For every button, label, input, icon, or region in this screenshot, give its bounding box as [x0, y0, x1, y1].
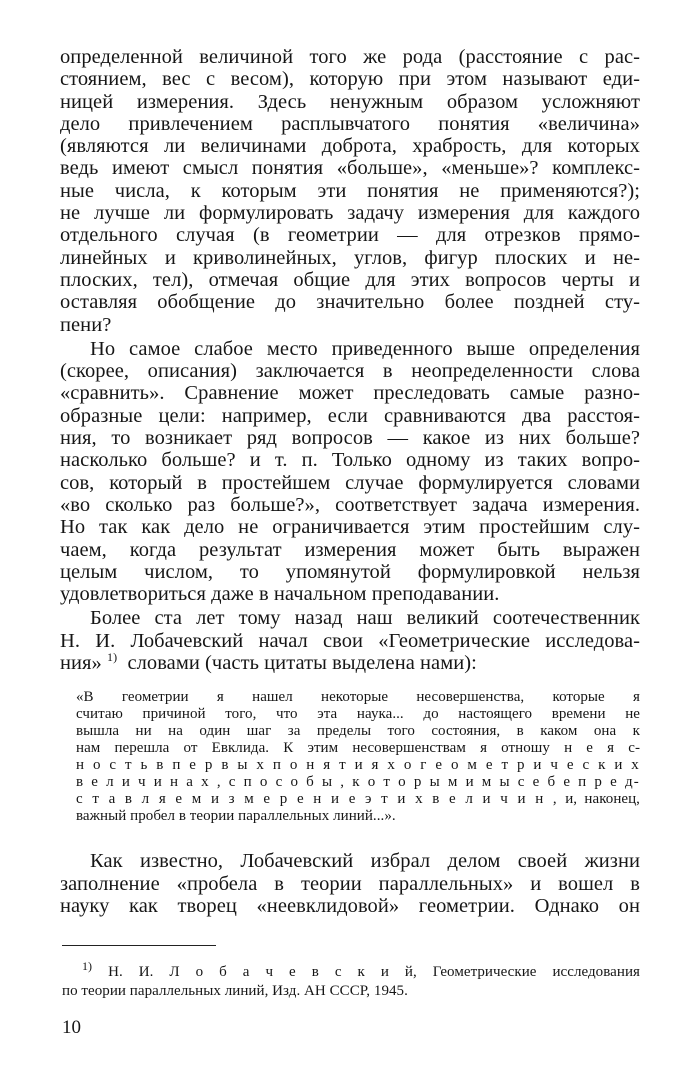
text-line: науку как творец «неевклидовой» геометрии. Однако он: [60, 895, 640, 918]
quote-fragment: и, наконец,: [565, 790, 640, 807]
text-line: ницей измерения. Здесь ненужным образом усложняют: [60, 90, 640, 113]
paragraph-non-euclidean: [60, 850, 640, 917]
block-quote: [76, 689, 640, 824]
footnote-fragment: Н. И.: [108, 964, 154, 980]
footnote: [62, 959, 640, 1001]
text-line: «во сколько раз больше?», соответствует задача измерения.: [60, 493, 640, 516]
text-line: насколько больше? и т. п. Только одному из таких вопро-: [60, 449, 640, 472]
quote-line: [76, 740, 640, 757]
text-fragment: ния»: [60, 652, 102, 675]
text-fragment: словами (часть цитаты выделена нами):: [127, 652, 477, 675]
quote-emphasis: с т а в л я е м и з м е р е н и е э т и х в е л и ч и н ,: [76, 790, 558, 807]
text-line: Более ста лет тому назад наш великий соотечественник: [90, 607, 640, 630]
quote-emphasis: н е я с-: [564, 739, 640, 756]
footnote-marker: 1): [82, 959, 93, 973]
paragraph-lobachevsky-intro: [60, 607, 640, 674]
text-line: ния, то возникает ряд вопросов — какое из них больше?: [60, 427, 640, 450]
text-line: не лучше ли формулировать задачу измерения для каждого: [60, 202, 640, 225]
text-line: Но так как дело не ограничивается этим простейшим слу-: [60, 516, 640, 539]
quote-line: «В геометрии я нашел некоторые несовершенства, которые я: [76, 689, 640, 706]
text-line: чаем, когда результат измерения может быть выражен: [60, 538, 640, 561]
quote-line: [76, 791, 640, 808]
text-line: оставляя обобщение до значительно более поздней сту-: [60, 291, 640, 314]
text-line: образные цели: например, если сравниваются два расстоя-: [60, 404, 640, 427]
text-line: Как известно, Лобачевский избрал делом своей жизни: [90, 850, 640, 873]
quote-line: считаю причиной того, что эта наука... до настоящего времени не: [76, 706, 640, 723]
quote-line: вышла ни на один шаг за пределы того состояния, в каком она к: [76, 723, 640, 740]
text-line: определенной величиной того же рода (расстояние с рас-: [60, 46, 640, 68]
footnote-line: по теории параллельных линий, Изд. АН СССР, 1945.: [62, 983, 408, 999]
text-line: стоянием, вес с весом), которую при этом называют еди-: [60, 68, 640, 91]
footnote-reference: 1): [107, 650, 118, 665]
text-line: линейных и криволинейных, углов, фигур плоских и не-: [60, 246, 640, 269]
text-line: плоских, тел), отмечая общие для этих вопросов черты и: [60, 268, 640, 291]
text-line: Но самое слабое место приведенного выше определения: [90, 337, 640, 360]
quote-fragment: нам перешла от Евклида. К этим несовершенствам я отношу: [76, 739, 550, 756]
main-text: [60, 46, 640, 919]
text-line: (скорее, описания) заключается в неопределенности слова: [60, 360, 640, 383]
text-line: (являются ли величинами доброта, храбрость, для которых: [60, 135, 640, 158]
text-line: ведь имеют смысл понятия «больше», «меньше»? комплекс-: [60, 157, 640, 180]
quote-emphasis: к о т о р ы м и м ы с е б е п р е д-: [352, 773, 640, 790]
text-line: Н. И. Лобачевский начал свои «Геометрические исследова-: [60, 629, 640, 652]
page-number: 10: [62, 1017, 81, 1038]
footnote-divider: [62, 945, 216, 946]
paragraph-definition-critique: [60, 46, 640, 336]
text-line: дело привлечением расплывчатого понятия «величина»: [60, 112, 640, 135]
footnote-author: Л о б а ч е в с к и й,: [169, 964, 417, 980]
quote-line-emphasis: [76, 774, 640, 791]
text-line: [60, 652, 640, 674]
quote-emphasis: в е л и ч и н а х ,: [76, 773, 222, 790]
text-line: отдельного случая (в геометрии — для отрезков прямо-: [60, 224, 640, 247]
text-line: заполнение «пробела в теории параллельных» и вошел в: [60, 872, 640, 895]
text-line: целым числом, то упомянутой формулировкой нельзя: [60, 560, 640, 583]
paragraph-compare: [60, 338, 640, 606]
quote-line-emphasis: н о с т ь в п е р в ы х п о н я т и я х о г е о м е т р и ч е с к и х: [76, 756, 640, 773]
text-line: ные числа, к которым эти понятия не применяются?);: [60, 179, 640, 202]
quote-emphasis: с п о с о б ы ,: [228, 773, 346, 790]
footnote-line: [62, 959, 640, 982]
text-line: сов, который в простейшем случае формулируется словами: [60, 471, 640, 494]
footnote-fragment: Геометрические исследования: [432, 964, 640, 980]
quote-line: важный пробел в теории параллельных линий...».: [76, 807, 396, 824]
text-line: удовлетвориться даже в начальном преподавании.: [60, 583, 500, 606]
text-line: пени?: [60, 313, 112, 336]
text-line: «сравнить». Сравнение может преследовать самые разно-: [60, 382, 640, 405]
